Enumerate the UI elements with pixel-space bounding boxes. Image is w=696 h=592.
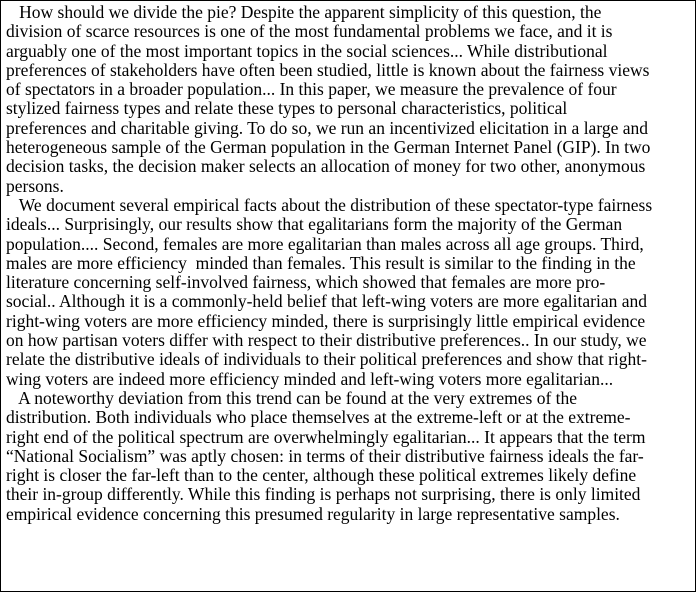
text-line: their in-group differently. While this finding is perhaps not surprising, there is only limited (6, 484, 641, 505)
text-line: wing voters are indeed more efficiency minded and left-wing voters more egalitarian... (6, 368, 614, 389)
text-line: on how partisan voters differ with respect to their distributive preferences.. In our study, we (6, 330, 647, 351)
text-line: heterogeneous sample of the German population in the German Internet Panel (GIP). In two (6, 137, 651, 158)
text-line: We document several empirical facts about the distribution of these spectator-type fairness (6, 194, 653, 215)
text-line: ideals... Surprisingly, our results show that egalitarians form the majority of the German (6, 214, 623, 235)
text-line: relate the distributive ideals of individuals to their political preferences and show that right- (6, 349, 647, 370)
text-line: literature concerning self-involved fairness, which showed that females are more pro- (6, 272, 606, 293)
paragraph (6, 389, 694, 524)
text-line: persons. (6, 175, 64, 196)
text-line: empirical evidence concerning this presumed regularity in large representative samples. (6, 503, 620, 524)
text-line: stylized fairness types and relate these types to personal characteristics, political (6, 98, 568, 119)
document-body (6, 3, 694, 524)
text-line: males are more efficiency minded than females. This result is similar to the finding in the (6, 252, 636, 273)
text-line: arguably one of the most important topics in the social sciences... While distributional (6, 40, 608, 61)
paragraph (6, 3, 694, 196)
text-line: A noteworthy deviation from this trend can be found at the very extremes of the (6, 387, 578, 408)
text-line: decision tasks, the decision maker selects an allocation of money for two other, anonymous (6, 156, 646, 177)
text-line: of spectators in a broader population... In this paper, we measure the prevalence of four (6, 79, 617, 100)
text-line: social.. Although it is a commonly-held belief that left-wing voters are more egalitarian and (6, 291, 647, 312)
text-line: right-wing voters are more efficiency minded, there is surprisingly little empirical evidence (6, 310, 646, 331)
text-line: distribution. Both individuals who place themselves at the extreme-left or at the extreme- (6, 407, 631, 428)
text-line: preferences of stakeholders have often been studied, little is known about the fairness views (6, 59, 650, 80)
text-line: right is closer the far-left than to the center, although these political extremes likely define (6, 465, 637, 486)
paragraph (6, 196, 694, 389)
text-line: preferences and charitable giving. To do so, we run an incentivized elicitation in a large and (6, 117, 648, 138)
text-line: “National Socialism” was aptly chosen: in terms of their distributive fairness ideals the far- (6, 445, 644, 466)
text-line: division of scarce resources is one of the most fundamental problems we face, and it is (6, 21, 613, 42)
text-line: How should we divide the pie? Despite the apparent simplicity of this question, the (6, 2, 602, 22)
text-line: right end of the political spectrum are overwhelmingly egalitarian... It appears that the term (6, 426, 646, 447)
text-line: population.... Second, females are more egalitarian than males across all age groups. Third, (6, 233, 644, 254)
